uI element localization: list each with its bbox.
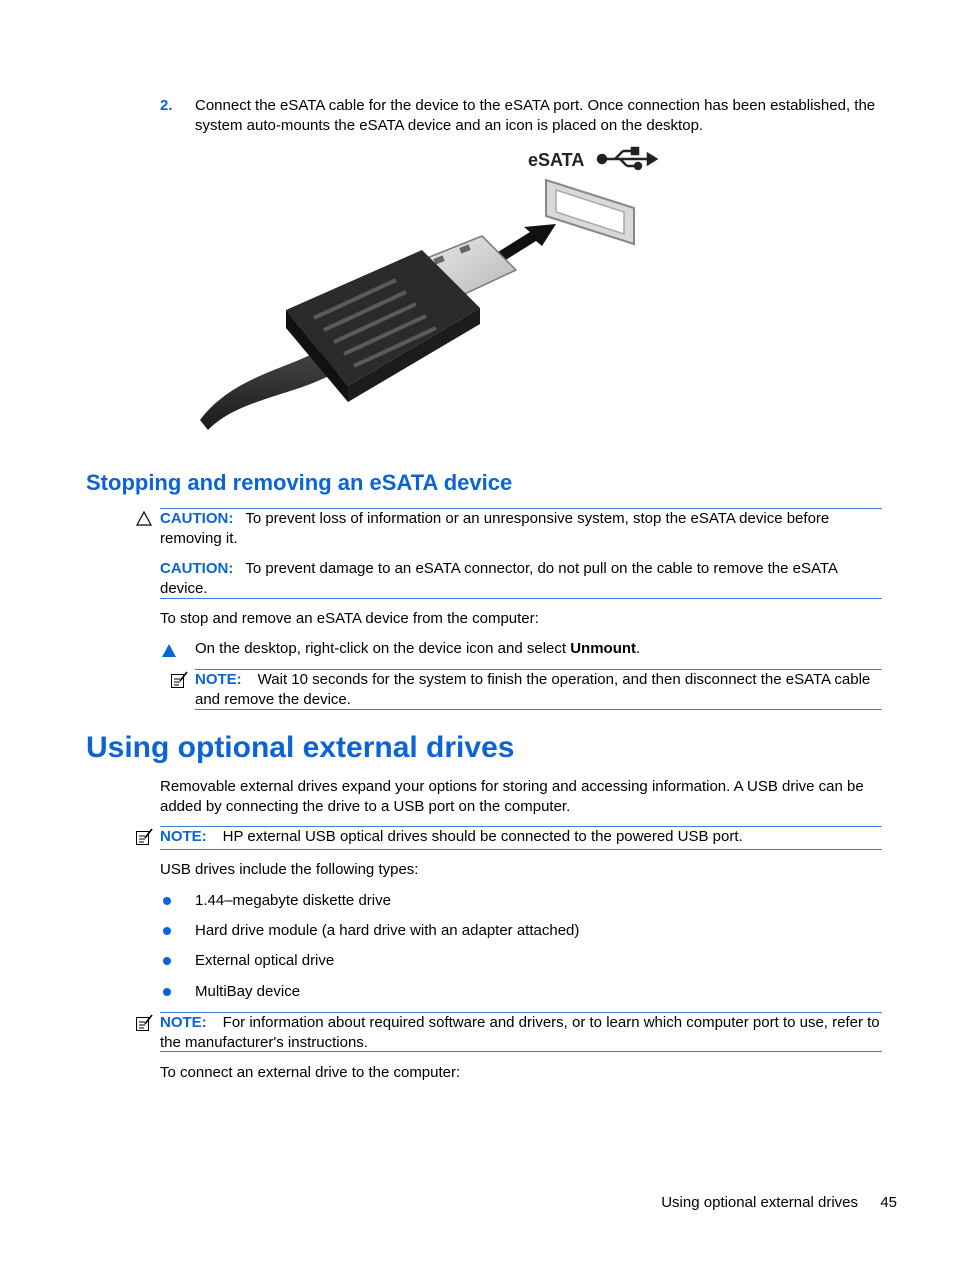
note-text: For information about required software and drivers, or to learn which computer port to use, refer to the manufacturer's instructions.: [160, 1014, 880, 1051]
step-triangle-icon: [162, 643, 176, 663]
note-text: Wait 10 seconds for the system to finish the operation, and then disconnect the eSATA cable and remove the device.: [195, 671, 871, 708]
note-text: HP external USB optical drives should be connected to the powered USB port.: [222, 828, 743, 845]
step-number: 2.: [160, 97, 173, 114]
list-item: External optical drive: [195, 952, 335, 969]
note-drivers: [160, 1013, 882, 1052]
caution-label: CAUTION:: [160, 560, 234, 577]
section-heading: Stopping and removing an eSATA device: [86, 470, 513, 495]
bullet-icon: [163, 988, 171, 996]
chapter-intro: Removable external drives expand your options for storing and accessing information. A USB drive can be added by connecting the drive to a USB port on the computer.: [160, 778, 864, 815]
note-unmount: [195, 670, 882, 709]
bullet-icon: [163, 897, 171, 905]
caution-triangle-icon: [136, 511, 152, 533]
step-text: On the desktop, right-click on the device icon and select: [195, 640, 571, 657]
list-item: Hard drive module (a hard drive with an adapter attached): [195, 922, 580, 939]
usb-icon: [598, 148, 656, 169]
bullet-icon: [163, 957, 171, 965]
port-label: eSATA: [528, 150, 585, 170]
step-text: Connect the eSATA cable for the device to the eSATA port. Once connection has been established, the system auto-mounts the eSATA device and an icon is placed on the desktop.: [195, 97, 876, 134]
unmount-step: [195, 639, 882, 659]
unmount-command: Unmount: [570, 640, 637, 657]
note-rule-bottom: [160, 1051, 882, 1052]
note-rule-bottom: [195, 709, 882, 710]
note-icon: [135, 828, 153, 852]
caution-text: To prevent loss of information or an unresponsive system, stop the eSATA device before removing it.: [160, 510, 830, 547]
types-intro: USB drives include the following types:: [160, 861, 419, 878]
list-item: MultiBay device: [195, 983, 301, 1000]
caution-rule: [160, 598, 882, 599]
footer-title: Using optional external drives: [661, 1194, 858, 1211]
note-label: NOTE:: [160, 1014, 207, 1031]
note-icon: [170, 671, 188, 695]
chapter-heading: Using optional external drives: [86, 731, 515, 764]
esata-port-icon: [546, 180, 634, 244]
esata-figure: [190, 140, 670, 440]
note-label: NOTE:: [195, 671, 242, 688]
step-period: .: [636, 640, 641, 657]
note-usb-power: [160, 827, 882, 847]
esata-connector-illustration: [190, 140, 670, 440]
note-label: NOTE:: [160, 828, 207, 845]
stop-intro: To stop and remove an eSATA device from the computer:: [160, 610, 539, 627]
caution-text: To prevent damage to an eSATA connector, do not pull on the cable to remove the eSATA device.: [160, 560, 838, 597]
connect-intro: To connect an external drive to the computer:: [160, 1064, 461, 1081]
bullet-icon: [163, 927, 171, 935]
caution-1: [160, 509, 882, 548]
caution-label: CAUTION:: [160, 510, 234, 527]
page-number: 45: [880, 1194, 897, 1211]
list-item: 1.44–megabyte diskette drive: [195, 892, 391, 909]
insert-arrow-icon: [498, 224, 556, 261]
note-rule-bottom: [160, 849, 882, 850]
note-icon: [135, 1014, 153, 1038]
caution-2: [160, 559, 882, 598]
